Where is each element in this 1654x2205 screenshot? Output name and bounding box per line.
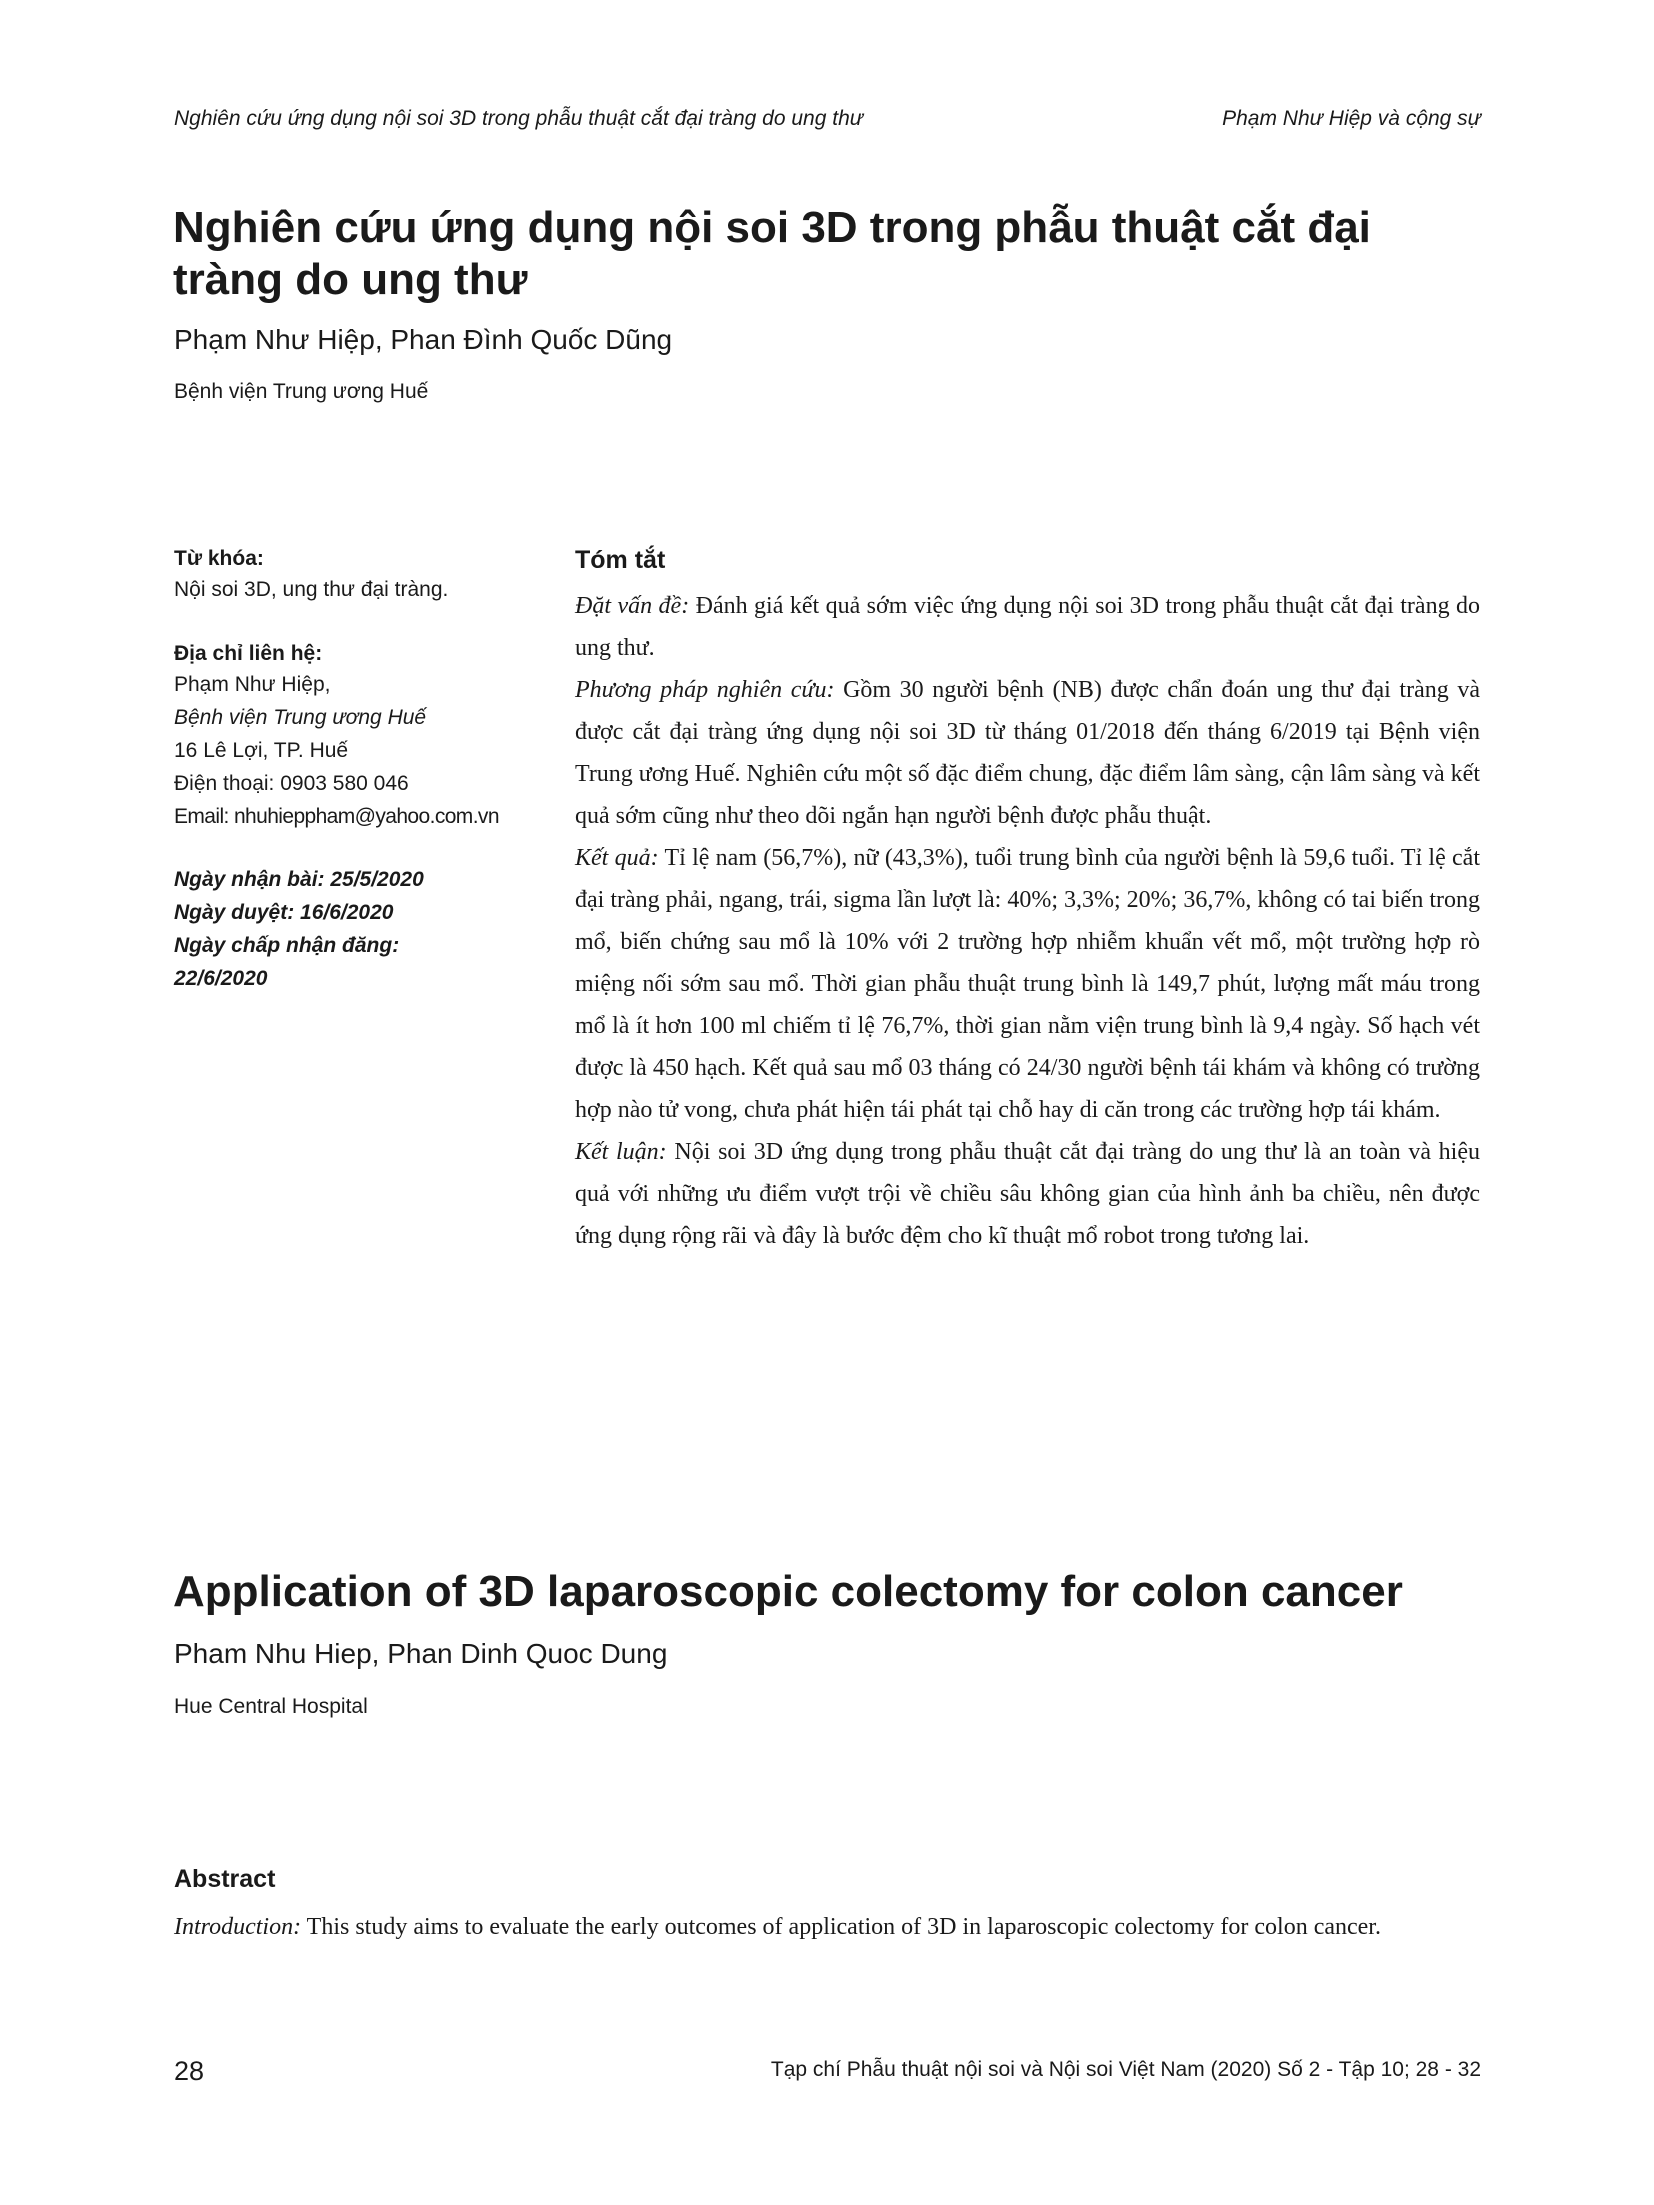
paragraph-text: Đánh giá kết quả sớm việc ứng dụng nội soi 3D trong phẫu thuật cắt đại tràng do ung thư. [575,593,1481,661]
date-reviewed: Ngày duyệt: 16/6/2020 [174,901,394,924]
abstract-paragraph-introduction [174,1906,1481,1948]
paragraph-lead: Introduction: [174,1914,302,1940]
paragraph-lead: Đặt vấn đề: [575,593,690,619]
article-title-english: Application of 3D laparoscopic colectomy for colon cancer [173,1567,1403,1616]
date-received: Ngày nhận bài: 25/5/2020 [174,868,424,891]
paragraph-lead: Phương pháp nghiên cứu: [575,677,835,703]
abstract-english [174,1864,1481,1948]
paragraph-text: Gồm 30 người bệnh (NB) được chẩn đoán ung thư đại tràng và được cắt đại tràng ứng dụng nội soi 3D từ tháng 01/2018 đến tháng 6/2019 tại Bệnh viện Trung ương Huế. Nghiên cứu một số đặc điểm chung, đặc điểm lâm sàng, cận lâm sàng và kết quả sớm cũng như theo dõi ngắn hạn người bệnh được phẫu thuật. [575,677,1480,829]
abstract-english-heading: Abstract [174,1865,276,1893]
affiliation-vietnamese: Bệnh viện Trung ương Huế [174,380,429,403]
authors-english: Pham Nhu Hiep, Phan Dinh Quoc Dung [174,1638,668,1669]
date-accepted-label: Ngày chấp nhận đăng: [174,934,400,957]
running-head-authors: Phạm Như Hiệp và cộng sự [1222,107,1481,130]
paragraph-lead: Kết quả: [575,845,659,871]
contact-address: 16 Lê Lợi, TP. Huế [174,739,349,762]
contact-organization: Bệnh viện Trung ương Huế [174,706,427,729]
abstract-paragraph-methods [575,669,1480,837]
date-accepted: 22/6/2020 [174,967,268,990]
paragraph-lead: Kết luận: [575,1139,667,1165]
contact-phone: Điện thoại: 0903 580 046 [174,772,409,795]
article-title-vietnamese: Nghiên cứu ứng dụng nội soi 3D trong phẫu thuật cắt đại tràng do ung thư [173,203,1371,304]
abstract-paragraph-conclusion [575,1131,1480,1257]
affiliation-english: Hue Central Hospital [174,1695,368,1718]
keywords: Nội soi 3D, ung thư đại tràng. [174,578,449,601]
journal-citation: Tạp chí Phẫu thuật nội soi và Nội soi Việt Nam (2020) Số 2 - Tập 10; 28 - 32 [770,2058,1481,2081]
contact-email: Email: nhuhieppham@yahoo.com.vn [174,805,499,828]
article-info-sidebar [174,545,544,995]
paragraph-text: Tỉ lệ nam (56,7%), nữ (43,3%), tuổi trung bình của người bệnh là 59,6 tuổi. Tỉ lệ cắt đại tràng phải, ngang, trái, sigma lần lượt là: 40%; 3,3%; 20%; 36,7%, không có tai biến trong mổ, biến chứng sau mổ là 10% với 2 trường hợp nhiễm khuẩn vết mổ, một trường hợp rò miệng nối sớm sau mổ. Thời gian phẫu thuật trung bình là 149,7 phút, lượng mất máu trong mổ là ít hơn 100 ml chiếm tỉ lệ 76,7%, thời gian nằm viện trung bình là 9,4 ngày. Số hạch vét được là 450 hạch. Kết quả sau mổ 03 tháng có 24/30 người bệnh tái khám và không có trường hợp nào tử vong, chưa phát hiện tái phát tại chỗ hay di căn trong các trường hợp tái khám. [575,845,1480,1123]
page-number: 28 [174,2056,205,2086]
running-head [174,107,1481,131]
abstract-vietnamese [575,545,1480,1257]
running-head-title: Nghiên cứu ứng dụng nội soi 3D trong phẫu thuật cắt đại tràng do ung thư [174,107,864,130]
abstract-vietnamese-heading: Tóm tắt [575,546,666,574]
paragraph-text: This study aims to evaluate the early outcomes of application of 3D in laparoscopic colectomy for colon cancer. [301,1914,1381,1940]
authors-vietnamese: Phạm Như Hiệp, Phan Đình Quốc Dũng [174,324,673,355]
contact-label: Địa chỉ liên hệ: [174,642,323,665]
paragraph-text: Nội soi 3D ứng dụng trong phẫu thuật cắt đại tràng do ung thư là an toàn và hiệu quả với những ưu điểm vượt trội về chiều sâu không gian của hình ảnh ba chiều, nên được ứng dụng rộng rãi và đây là bước đệm cho kĩ thuật mổ robot trong tương lai. [575,1139,1480,1249]
contact-name: Phạm Như Hiệp, [174,673,331,696]
abstract-paragraph-results [575,837,1480,1131]
abstract-paragraph-background [575,585,1480,669]
keywords-label: Từ khóa: [174,547,264,570]
